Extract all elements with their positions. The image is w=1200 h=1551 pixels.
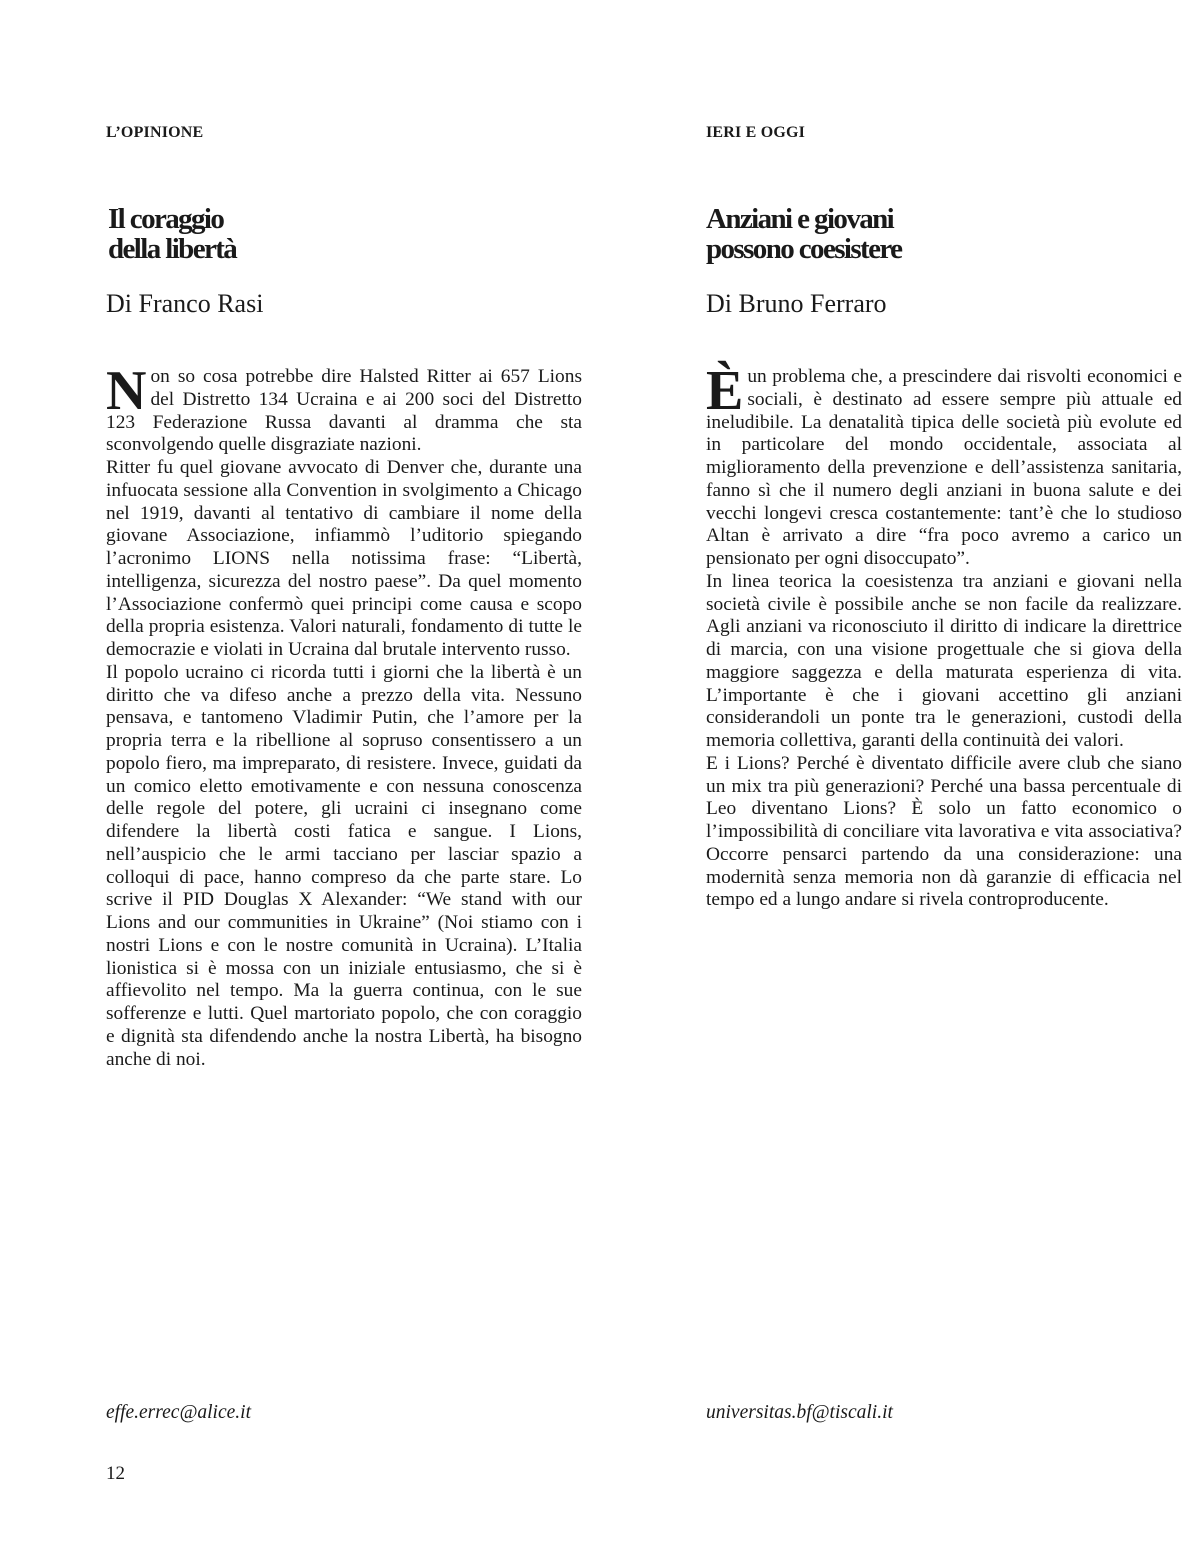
- drop-cap: È: [706, 360, 744, 422]
- page-number: 12: [106, 1463, 125, 1484]
- paragraph: Il popolo ucraino ci ricorda tutti i giorni che la libertà è un diritto che va difeso anche a prezzo della vita. Nessuno pensava, e tantomeno Vladimir Putin, che l’amore per la propria terra e la ribellione al sopruso consentissero a un popolo fiero, ma impreparato, di resistere. Invece, guidati da un comico eletto emotivamente e con nessuna conoscenza delle regole del potere, gli ucraini ci insegnano come difendere la libertà costi fatica e sangue. I Lions, nell’auspicio che le armi tacciano per lasciar spazio a colloqui di pace, hanno compreso da che parte stare. Lo scrive il PID Douglas X Alexander: “We stand with our Lions and our communities in Ukraine” (Noi stiamo con i nostri Lions e con le nostre comunità in Ucraina). L’Italia lionistica si è mossa con un iniziale entusiasmo, che si è affievolito nel tempo. Ma la guerra continua, con le sue sofferenze e lutti. Quel martoriato popolo, che con coraggio e dignità sta difendendo anche la nostra Libertà, ha bisogno anche di noi.: [106, 661, 582, 1070]
- paragraph: In linea teorica la coesistenza tra anziani e giovani nella società civile è possibile anche se non facile da realizzare. Agli anziani va riconosciuto il diritto di indicare la direttrice di marcia, con una visione progettuale che si giova della maggiore saggezza e della maturata esperienza di vita. L’importante è che i giovani accettino gli anziani considerandoli un ponte tra le generazioni, custodi della memoria collettiva, garanti della continuità dei valori.: [706, 570, 1182, 751]
- paragraph: E i Lions? Perché è diventato difficile avere club che siano un mix tra più generazioni? Perché una bassa percentuale di Leo diventano Lions? È solo un fatto economico o l’impossibilità di conciliare vita lavorativa e vita associativa? Occorre pensarci partendo da una considerazione: una modernità senza memoria non dà garanzie di efficacia nel tempo ed a lungo andare si rivela controproducente.: [706, 752, 1182, 911]
- paragraph-text: on so cosa potrebbe dire Halsted Ritter ai 657 Lions del Distretto 134 Ucraina e ai 200 soci del Distretto 123 Federazione Russa davanti al dramma che sta sconvolgendo quelle disgraziate nazioni.: [106, 366, 582, 456]
- paragraph-text: un problema che, a prescindere dai risvolti economici e sociali, è destinato ad essere sempre più attuale ed ineludibile. La denatalità tipica delle società più evolute ed in particolare del mondo occidentale, associata al miglioramento della prevenzione e dell’assistenza sanitaria, fanno sì che il numero degli anziani in buona salute e dei vecchi longevi cresca costantemente: tant’è che lo studioso Altan è arrivato a dire “fra poco avremo a carico un pensionato per ogni disoccupato”.: [706, 366, 1182, 569]
- section-label: L’OPINIONE: [106, 124, 204, 141]
- byline: Di Franco Rasi: [106, 289, 264, 318]
- author-email: effe.errec@alice.it: [106, 1402, 251, 1423]
- title-line: Il coraggio: [108, 203, 224, 235]
- article-body: [706, 360, 1182, 912]
- paragraph: Ritter fu quel giovane avvocato di Denver che, durante una infuocata sessione alla Convention in svolgimento a Chicago nel 1919, davanti al tentativo di cambiare il nome della giovane Associazione, infiammò l’uditorio spiegando l’acronimo LIONS nella notissima frase: “Libertà, intelligenza, sicurezza del nostro paese”. Da quel momento l’Associazione confermò quei principi come causa e scopo della propria esistenza. Valori naturali, fondamento di tutte le democrazie e violati in Ucraina dal brutale intervento russo.: [106, 457, 582, 660]
- title-line: possono coesistere: [706, 233, 902, 265]
- author-email: universitas.bf@tiscali.it: [706, 1402, 893, 1423]
- section-label: IERI E OGGI: [706, 124, 806, 141]
- article-title: [108, 204, 528, 264]
- article-body: [106, 360, 582, 1071]
- article-title: [706, 204, 1126, 264]
- title-line: della libertà: [108, 233, 237, 265]
- paragraph: [106, 360, 582, 457]
- title-line: Anziani e giovani: [706, 203, 894, 235]
- paragraph: [706, 360, 1182, 571]
- drop-cap: N: [106, 360, 147, 422]
- byline: Di Bruno Ferraro: [706, 289, 887, 318]
